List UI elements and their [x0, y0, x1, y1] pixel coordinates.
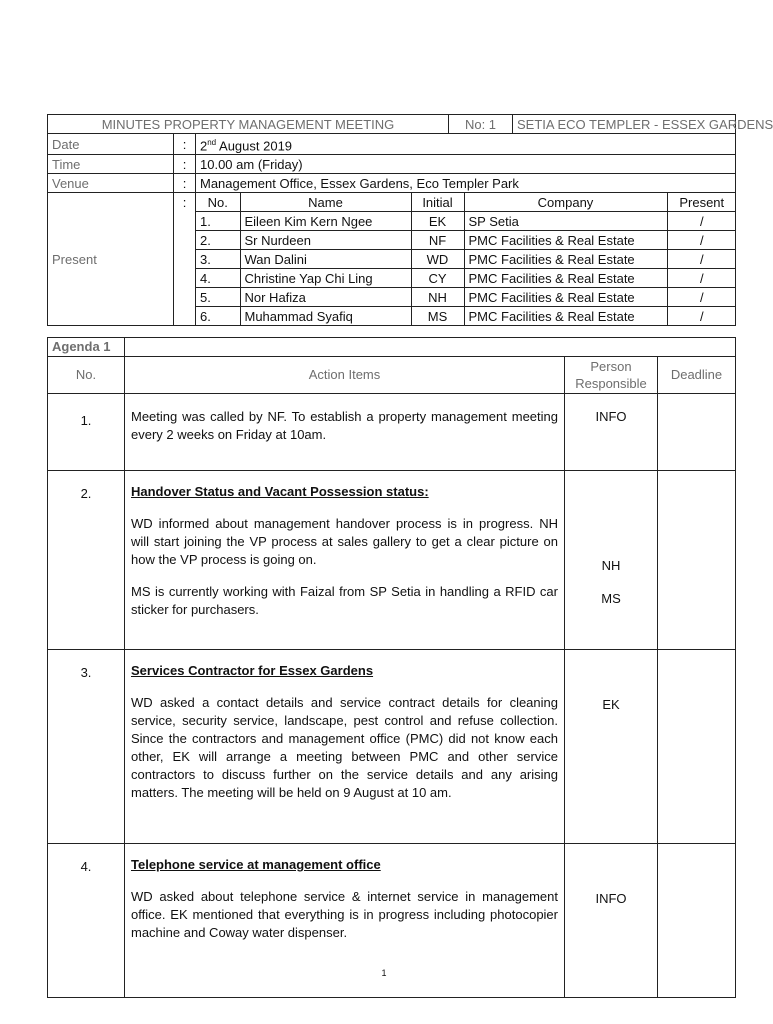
agenda-item-deadline: [658, 650, 736, 844]
agenda-item-paragraph: WD informed about management handover process is in progress. NH will start joining the VP process at sales gallery to get a clear picture on how the VP process is going on.: [131, 516, 558, 567]
attendee-no: 2.: [196, 231, 240, 250]
agenda-col-action: Action Items: [125, 357, 565, 394]
meeting-number: No: 1: [449, 115, 513, 134]
agenda-item-deadline: [658, 471, 736, 650]
date-value: 2nd August 2019: [196, 134, 736, 155]
attendee-table: [196, 193, 736, 325]
meeting-header-table: [47, 114, 773, 326]
attendee-company: PMC Facilities & Real Estate: [464, 250, 667, 269]
attendee-company: PMC Facilities & Real Estate: [464, 269, 667, 288]
attendee-initial: EK: [411, 212, 464, 231]
attendee-row: [196, 288, 736, 307]
page-number: 1: [381, 968, 387, 978]
attendee-present: /: [667, 288, 736, 307]
agenda-item-paragraph: WD asked a contact details and service contract details for cleaning service, security service, landscape, pest control and refuse collection. Since the contractors and management office (PMC) did not know each other, EK will arrange a meeting between PMC and other service contractors to discuss further on the service details and any arising matters. The meeting will be held on 9 August at 10 am.: [131, 695, 558, 800]
meeting-title: MINUTES PROPERTY MANAGEMENT MEETING: [48, 115, 449, 134]
agenda-row: [48, 471, 736, 650]
date-label: Date: [48, 134, 174, 155]
attendee-initial: NH: [411, 288, 464, 307]
colon: :: [174, 134, 196, 155]
attendee-present: /: [667, 269, 736, 288]
attendee-row: [196, 212, 736, 231]
attendee-company: SP Setia: [464, 212, 667, 231]
agenda-item-text: Meeting was called by NF. To establish a property management meeting every 2 weeks on Friday at 10am.: [125, 394, 565, 471]
agenda-item-no: 4.: [48, 844, 125, 998]
agenda-item-no: 3.: [48, 650, 125, 844]
agenda-item-deadline: [658, 394, 736, 471]
agenda-item-paragraph: MS is currently working with Faizal from SP Setia in handling a RFID car sticker for purchasers.: [131, 584, 558, 617]
attendee-no: 4.: [196, 269, 240, 288]
attendee-col-company: Company: [464, 193, 667, 212]
attendee-name: Eileen Kim Kern Ngee: [240, 212, 411, 231]
agenda-row: [48, 650, 736, 844]
colon: :: [174, 193, 196, 326]
attendee-row: [196, 231, 736, 250]
agenda-item-no: 1.: [48, 394, 125, 471]
time-label: Time: [48, 155, 174, 174]
attendee-present: /: [667, 231, 736, 250]
attendee-company: PMC Facilities & Real Estate: [464, 307, 667, 326]
agenda-row: [48, 394, 736, 471]
agenda-item-person: NH MS: [565, 471, 658, 650]
attendee-col-name: Name: [240, 193, 411, 212]
attendee-initial: NF: [411, 231, 464, 250]
agenda-table: [47, 337, 736, 998]
agenda-item-heading: Telephone service at management office: [131, 857, 381, 872]
agenda-label-spacer: [125, 338, 736, 357]
attendee-present: /: [667, 307, 736, 326]
attendee-company: PMC Facilities & Real Estate: [464, 231, 667, 250]
agenda-label: Agenda 1: [48, 338, 125, 357]
colon: :: [174, 155, 196, 174]
attendee-present: /: [667, 212, 736, 231]
time-value: 10.00 am (Friday): [196, 155, 736, 174]
attendee-col-no: No.: [196, 193, 240, 212]
agenda-item-heading: Services Contractor for Essex Gardens: [131, 663, 374, 678]
attendee-col-present: Present: [667, 193, 736, 212]
attendee-initial: MS: [411, 307, 464, 326]
colon: :: [174, 174, 196, 193]
agenda-col-no: No.: [48, 357, 125, 394]
attendee-no: 1.: [196, 212, 240, 231]
project-name: SETIA ECO TEMPLER - ESSEX GARDENS: [513, 115, 736, 134]
attendee-no: 6.: [196, 307, 240, 326]
attendee-no: 3.: [196, 250, 240, 269]
agenda-item-paragraph: WD asked about telephone service & internet service in management office. EK mentioned that everything is in progress including photocopier machine and Coway water dispenser.: [131, 889, 558, 940]
agenda-item-text: [125, 650, 565, 844]
attendee-name: Nor Hafiza: [240, 288, 411, 307]
attendee-col-initial: Initial: [411, 193, 464, 212]
attendee-name: Wan Dalini: [240, 250, 411, 269]
attendee-row: [196, 307, 736, 326]
attendee-initial: CY: [411, 269, 464, 288]
attendee-row: [196, 269, 736, 288]
attendee-name: Christine Yap Chi Ling: [240, 269, 411, 288]
attendee-present: /: [667, 250, 736, 269]
agenda-item-no: 2.: [48, 471, 125, 650]
attendee-header-row: [196, 193, 736, 212]
venue-label: Venue: [48, 174, 174, 193]
agenda-col-deadline: Deadline: [658, 357, 736, 394]
present-label: Present: [48, 193, 174, 326]
attendee-name: Muhammad Syafiq: [240, 307, 411, 326]
attendee-cell: [196, 193, 736, 326]
agenda-item-person: INFO: [565, 394, 658, 471]
agenda-item-text: [125, 471, 565, 650]
agenda-item-person: INFO: [565, 844, 658, 998]
attendee-row: [196, 250, 736, 269]
agenda-item-heading: Handover Status and Vacant Possession status:: [131, 484, 429, 499]
attendee-name: Sr Nurdeen: [240, 231, 411, 250]
attendee-initial: WD: [411, 250, 464, 269]
venue-value: Management Office, Essex Gardens, Eco Templer Park: [196, 174, 736, 193]
attendee-no: 5.: [196, 288, 240, 307]
agenda-item-person: EK: [565, 650, 658, 844]
attendee-company: PMC Facilities & Real Estate: [464, 288, 667, 307]
agenda-col-person: Person Responsible: [565, 357, 658, 394]
